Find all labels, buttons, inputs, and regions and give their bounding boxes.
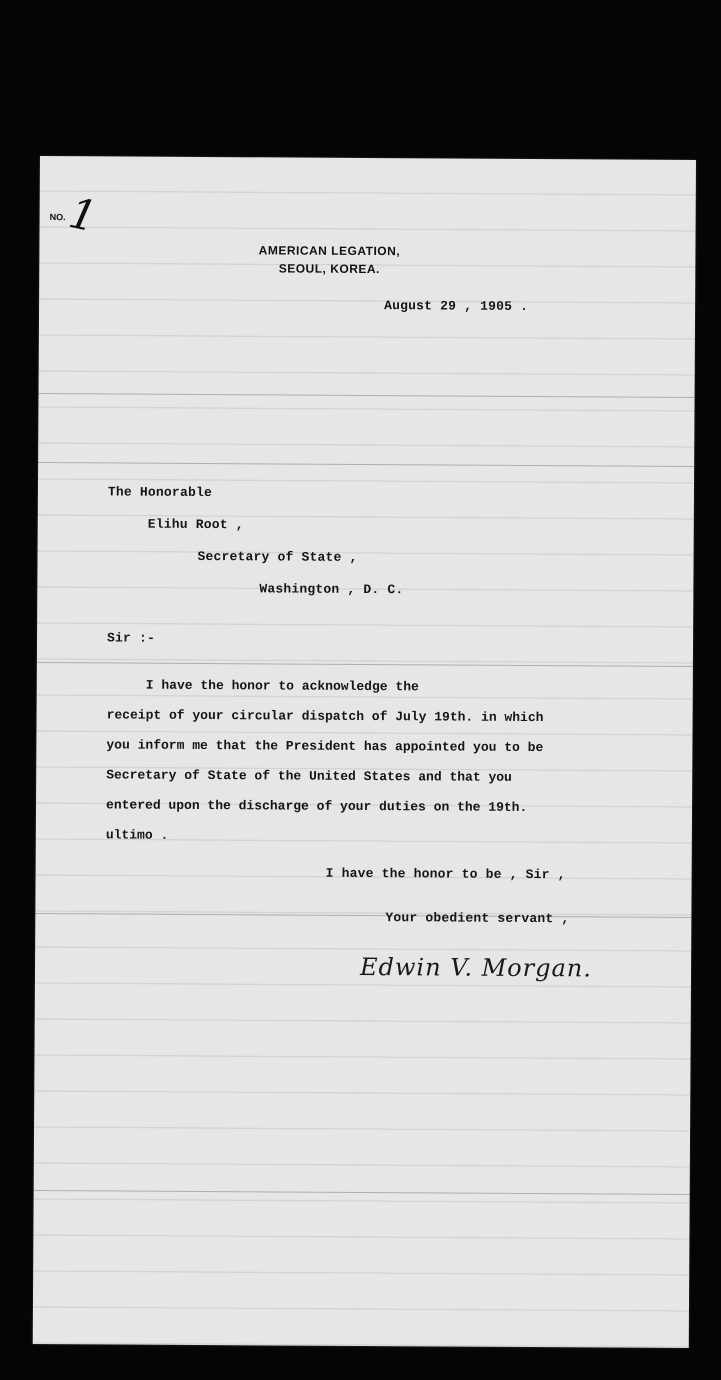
letter-date: August 29 , 1905 . [384, 298, 529, 314]
paper-rule [34, 1190, 690, 1195]
addressee-line-2: Elihu Root , [147, 516, 244, 533]
paper-rule [37, 662, 693, 667]
handwritten-signature: Edwin V. Morgan. [359, 952, 592, 983]
letter-page [33, 156, 696, 1348]
body-line: you inform me that the President has appointed you to be [106, 737, 544, 756]
addressee-line-3: Secretary of State , [197, 548, 358, 565]
paper-rule [39, 393, 695, 398]
body-line: receipt of your circular dispatch of July 19th. in which [106, 707, 544, 726]
body-line: entered upon the discharge of your duties on the 19th. [105, 797, 528, 815]
letter-body [106, 670, 667, 853]
body-line: I have the honor to acknowledge the [106, 677, 419, 695]
body-line: ultimo . [105, 827, 169, 843]
addressee-line-1: The Honorable [107, 484, 213, 501]
letterhead-line-2: SEOUL, KOREA. [278, 261, 380, 277]
closing-line-1: I have the honor to be , Sir , [325, 865, 566, 883]
body-line: Secretary of State of the United States and that you [106, 767, 512, 785]
letterhead [239, 241, 419, 278]
paper-rule [38, 462, 694, 467]
dispatch-number-label: NO. [49, 212, 66, 223]
closing-line-2: Your obedient servant , [385, 910, 570, 927]
addressee-line-4: Washington , D. C. [259, 581, 404, 598]
dispatch-number: 1 [64, 187, 102, 242]
paper-rule [35, 913, 691, 918]
letterhead-line-1: AMERICAN LEGATION, [258, 243, 401, 259]
salutation: Sir :- [107, 630, 156, 646]
